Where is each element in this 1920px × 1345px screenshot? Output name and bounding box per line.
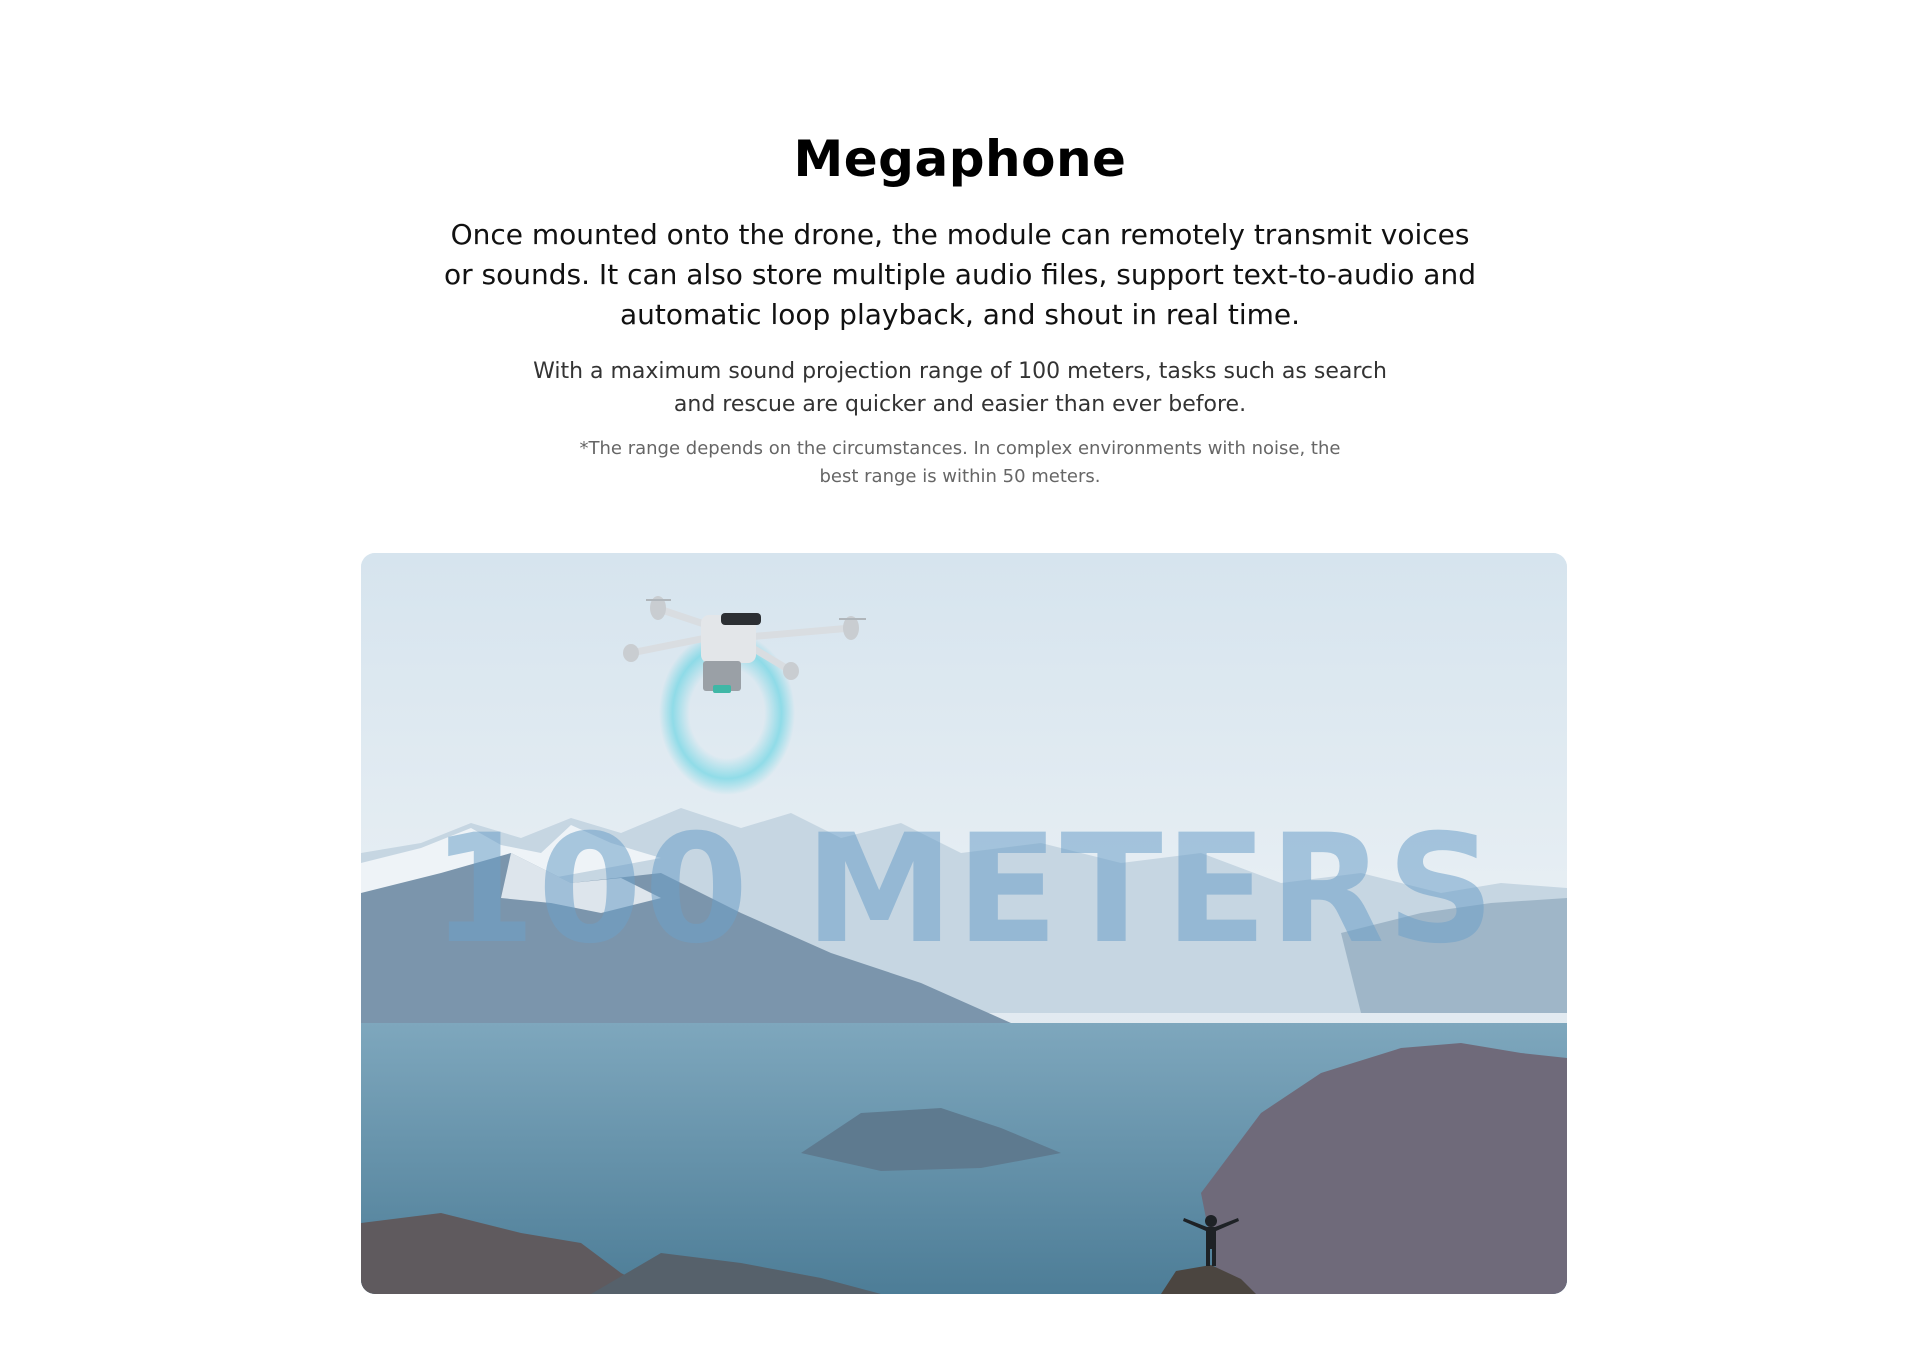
hero-image — [361, 553, 1567, 1294]
section-title: Megaphone — [793, 130, 1127, 188]
section-footnote: *The range depends on the circumstances. In complex environments with noise, the best range is within 50 meters. — [579, 438, 1341, 487]
section-lead-text: Once mounted onto the drone, the module can remotely transmit voices or sounds. It can also store multiple audio files, support text-to-audio and automatic loop playback, and shout in real time. — [444, 218, 1476, 331]
section-sub-text: With a maximum sound projection range of 100 meters, tasks such as search and rescue are quicker and easier than ever before. — [533, 359, 1387, 417]
hero-overlay-text: 100 METERS — [431, 803, 1497, 977]
